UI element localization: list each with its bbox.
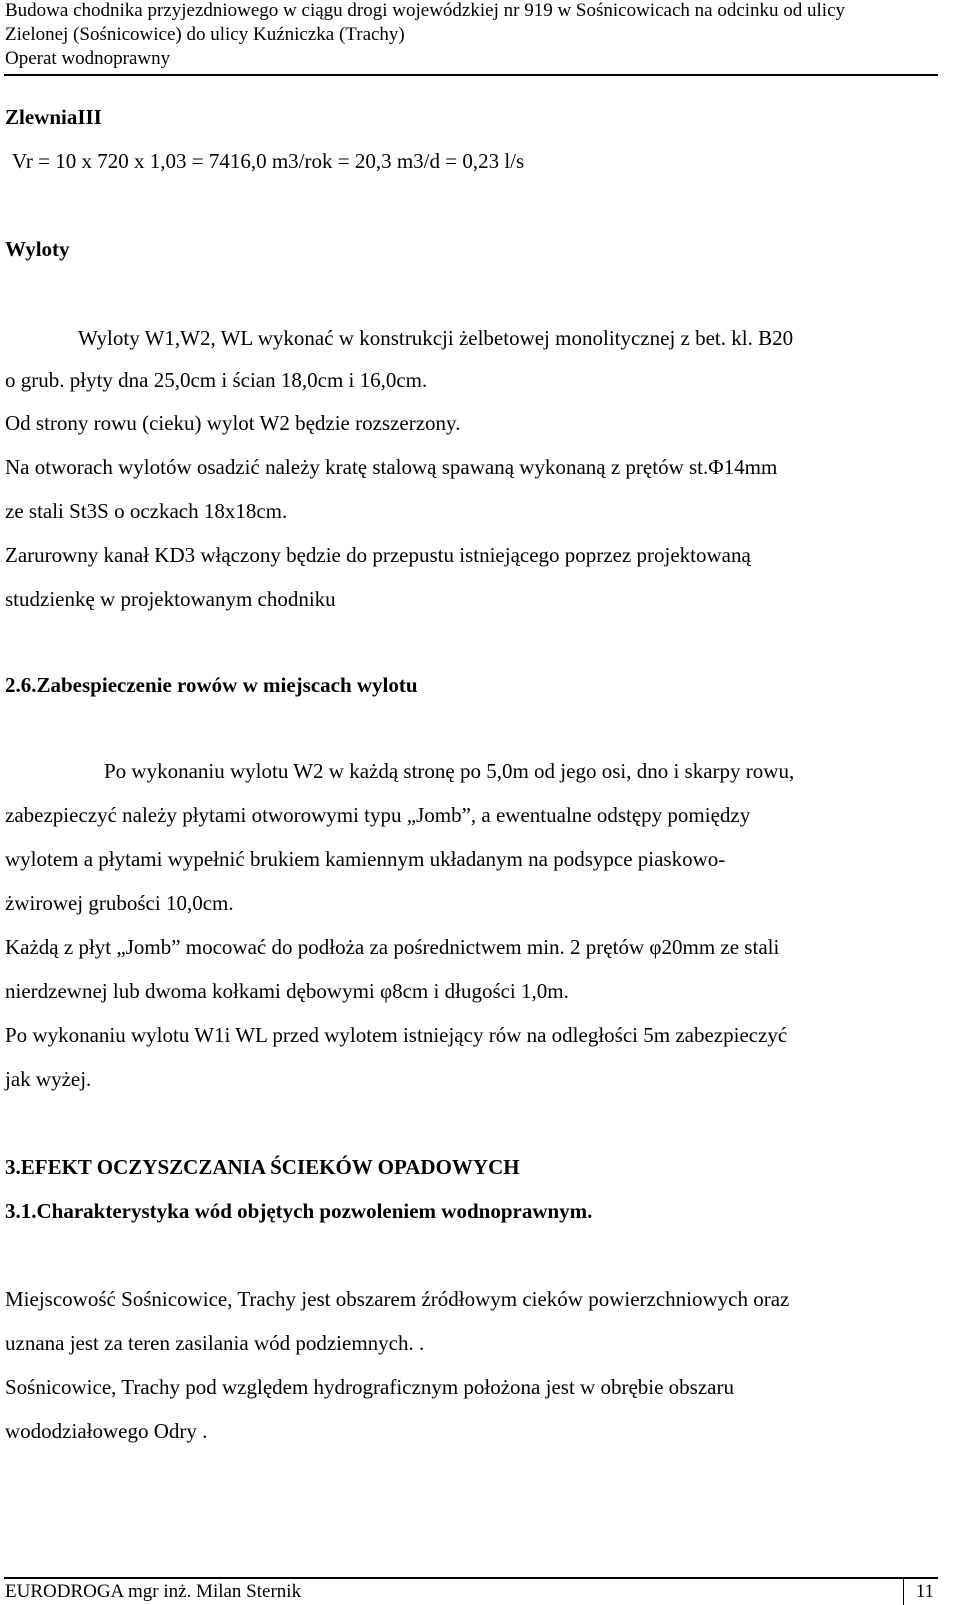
wyloty-paragraph-3-line-1: Na otworach wylotów osadzić należy kratę stalową spawaną wykonaną z prętów st.Φ14mm: [5, 455, 778, 479]
header-line-3: Operat wodnoprawny: [5, 48, 171, 69]
section-3-1-paragraph-2-line-1: Sośnicowice, Trachy pod względem hydrograficznym położona jest w obrębie obszaru: [5, 1375, 734, 1399]
section-3-heading: 3.EFEKT OCZYSZCZANIA ŚCIEKÓW OPADOWYCH: [5, 1155, 520, 1179]
page-number: 11: [915, 1581, 934, 1602]
section-2-6-paragraph-1-line-4: żwirowej grubości 10,0cm.: [5, 891, 234, 915]
section-2-6-paragraph-2-line-1: Każdą z płyt „Jomb” mocować do podłoża za pośrednictwem min. 2 prętów φ20mm ze stali: [5, 935, 780, 959]
zlewnia-formula: Vr = 10 x 720 x 1,03 = 7416,0 m3/rok = 20,3 m3/d = 0,23 l/s: [12, 149, 525, 173]
section-2-6-paragraph-1-line-3: wylotem a płytami wypełnić brukiem kamiennym układanym na podsypce piaskowo-: [5, 847, 726, 871]
header-rule: [4, 74, 938, 76]
section-2-6-paragraph-3-line-1: Po wykonaniu wylotu W1i WL przed wylotem istniejący rów na odległości 5m zabezpieczyć: [5, 1023, 788, 1047]
wyloty-paragraph-2: Od strony rowu (cieku) wylot W2 będzie rozszerzony.: [5, 411, 461, 435]
section-2-6-paragraph-2-line-2: nierdzewnej lub dwoma kołkami dębowymi φ8cm i długości 1,0m.: [5, 979, 569, 1003]
section-3-1-heading: 3.1.Charakterystyka wód objętych pozwoleniem wodnoprawnym.: [5, 1199, 593, 1223]
footer-rule: [4, 1577, 938, 1579]
wyloty-paragraph-1-line-2: o grub. płyty dna 25,0cm i ścian 18,0cm i 16,0cm.: [5, 368, 428, 392]
header-line-2: Zielonej (Sośnicowice) do ulicy Kuźniczka (Trachy): [5, 24, 405, 45]
wyloty-paragraph-4-line-2: studzienkę w projektowanym chodniku: [5, 587, 336, 611]
footer-divider: [903, 1577, 904, 1605]
zlewnia-heading: ZlewniaIII: [5, 105, 102, 129]
wyloty-heading: Wyloty: [5, 237, 70, 261]
section-2-6-paragraph-3-line-2: jak wyżej.: [5, 1067, 92, 1091]
wyloty-paragraph-1-line-1: Wyloty W1,W2, WL wykonać w konstrukcji żelbetowej monolitycznej z bet. kl. B20: [78, 326, 794, 350]
footer-author: EURODROGA mgr inż. Milan Sternik: [5, 1581, 302, 1602]
section-2-6-paragraph-1-line-2: zabezpieczyć należy płytami otworowymi typu „Jomb”, a ewentualne odstępy pomiędzy: [5, 803, 751, 827]
wyloty-paragraph-4-line-1: Zarurowny kanał KD3 włączony będzie do przepustu istniejącego poprzez projektowaną: [5, 543, 751, 567]
section-3-1-paragraph-1-line-1: Miejscowość Sośnicowice, Trachy jest obszarem źródłowym cieków powierzchniowych oraz: [5, 1287, 790, 1311]
section-2-6-paragraph-1-line-1: Po wykonaniu wylotu W2 w każdą stronę po 5,0m od jego osi, dno i skarpy rowu,: [104, 759, 795, 783]
section-3-1-paragraph-1-line-2: uznana jest za teren zasilania wód podziemnych. .: [5, 1331, 425, 1355]
header-line-1: Budowa chodnika przyjezdniowego w ciągu drogi wojewódzkiej nr 919 w Sośnicowicach na odcinku od ulicy: [5, 0, 846, 21]
section-3-1-paragraph-2-line-2: wododziałowego Odry .: [5, 1419, 208, 1443]
section-2-6-heading: 2.6.Zabespieczenie rowów w miejscach wylotu: [5, 673, 418, 697]
wyloty-paragraph-3-line-2: ze stali St3S o oczkach 18x18cm.: [5, 499, 288, 523]
